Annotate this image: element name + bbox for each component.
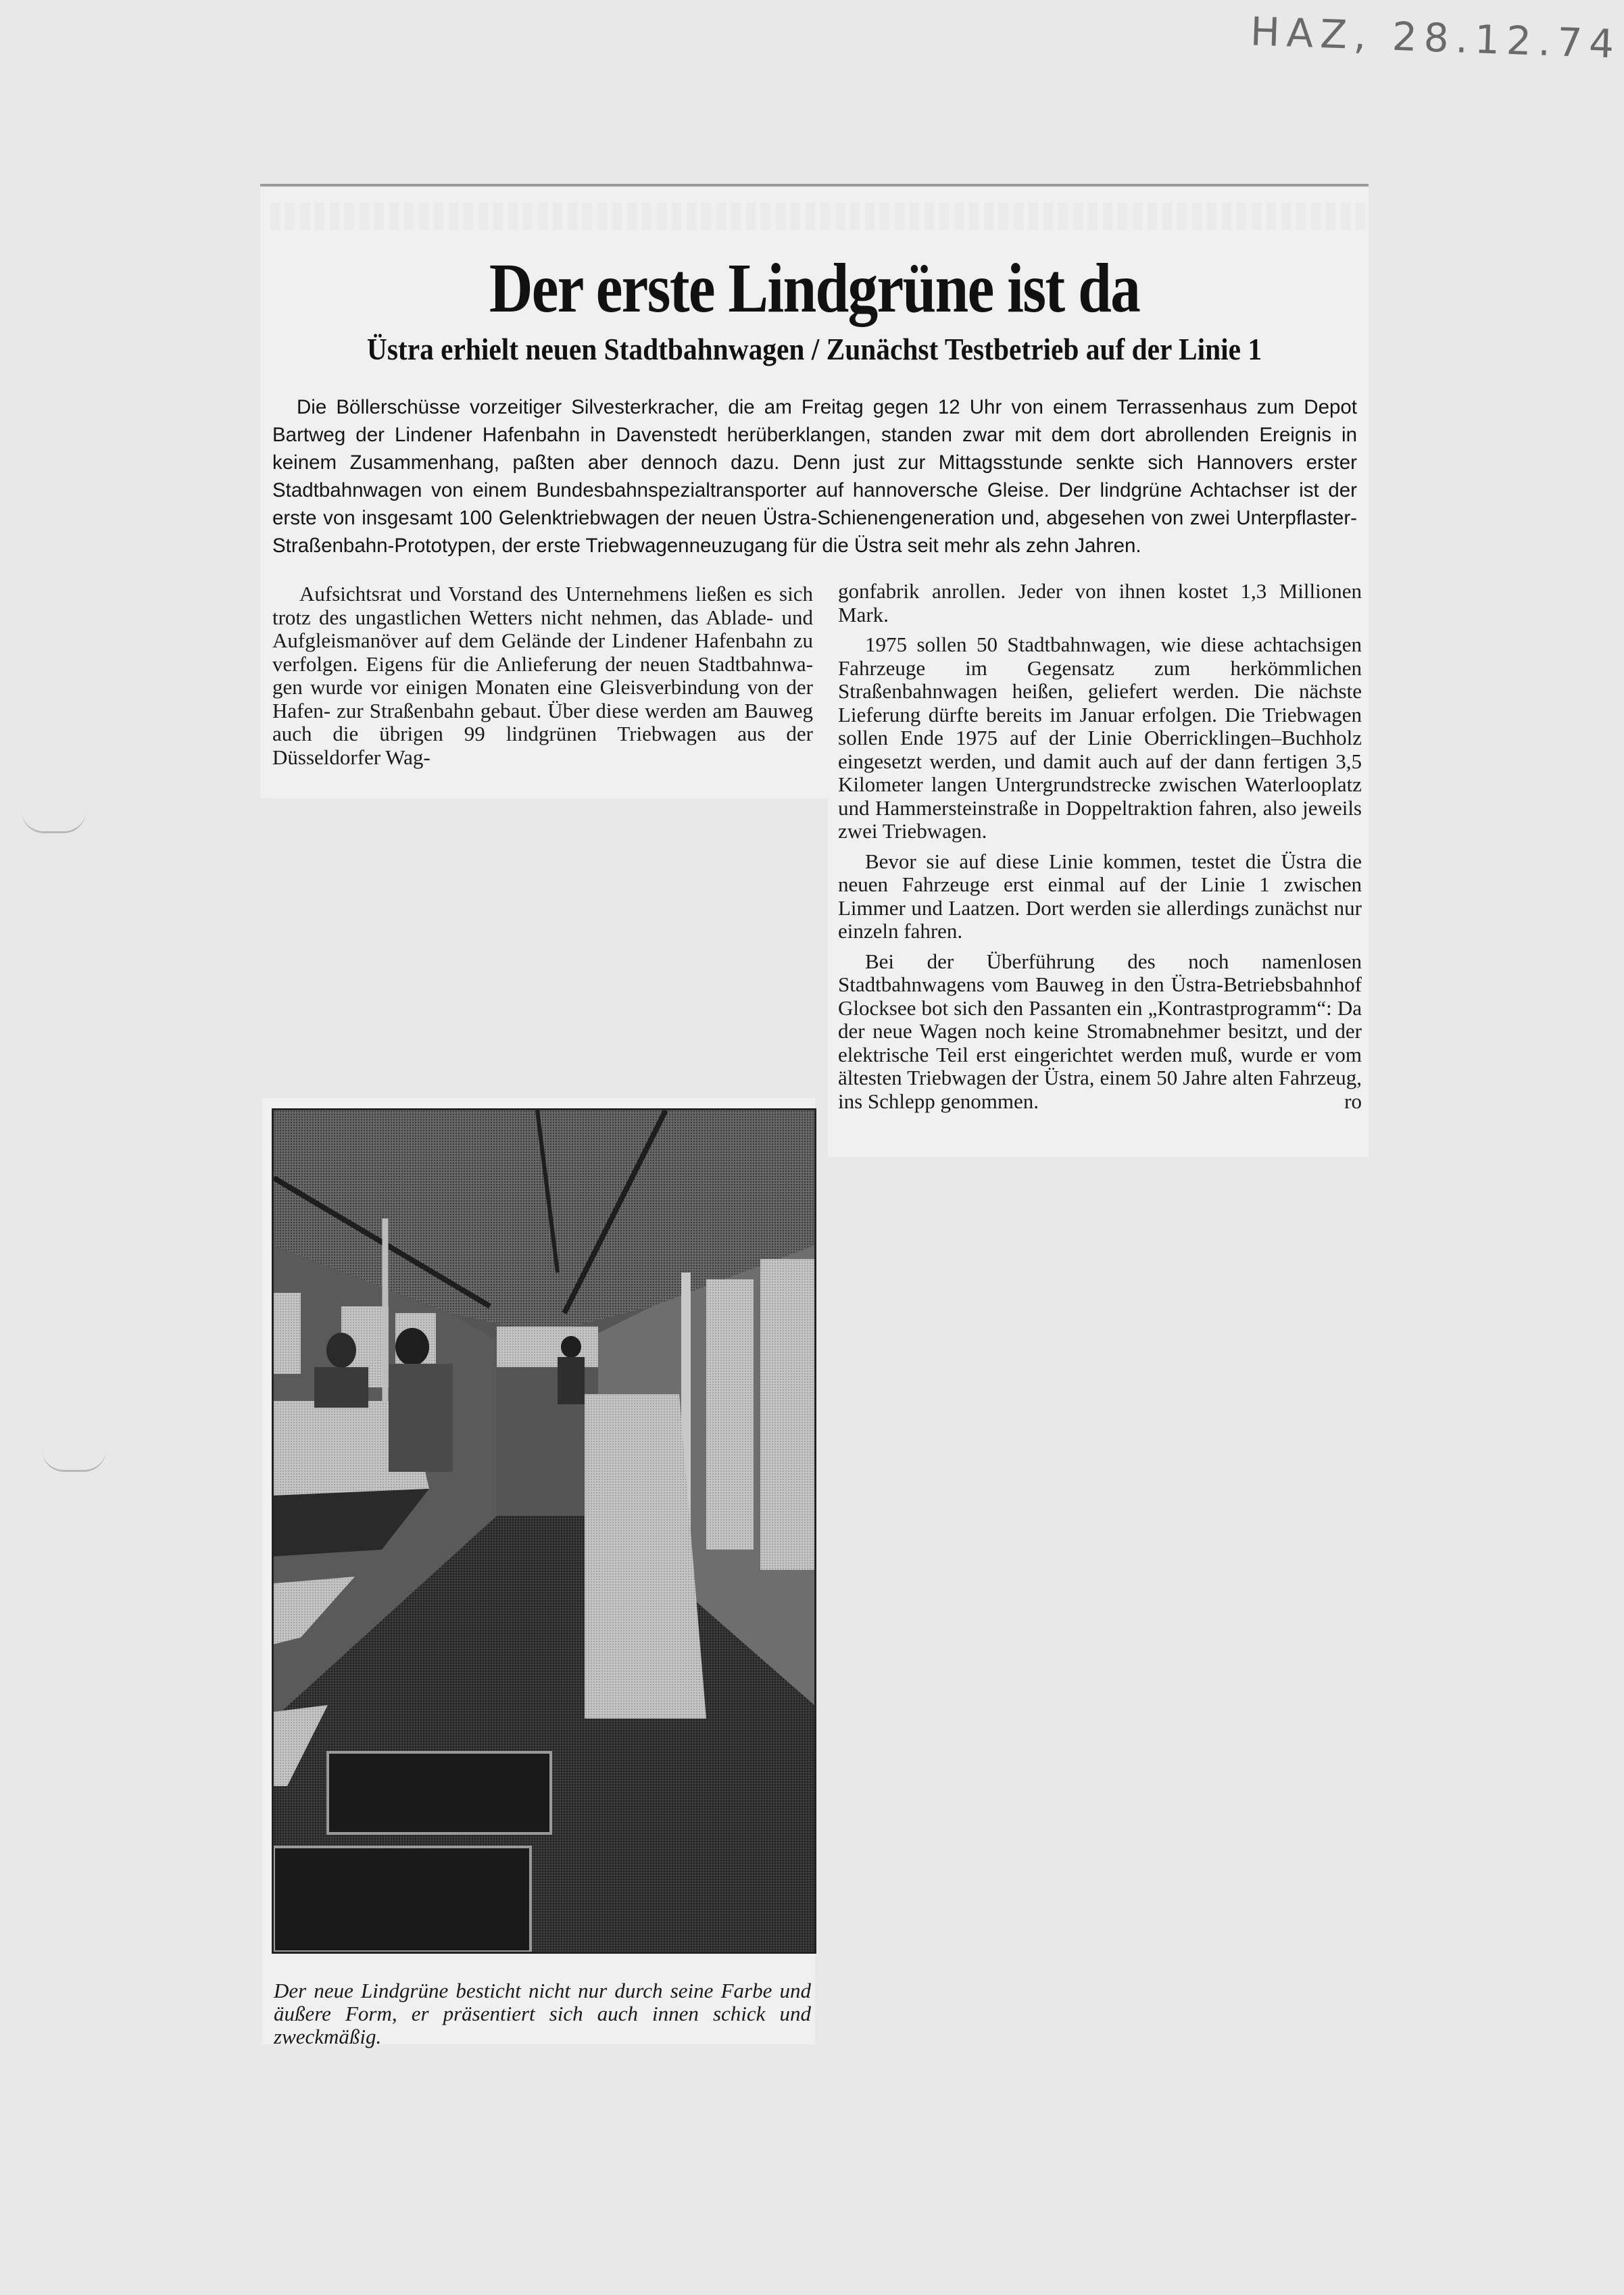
punch-hole-mark — [42, 1450, 106, 1472]
author-signoff: ro — [1344, 1089, 1362, 1113]
photo-caption: Der neue Lindgrüne besticht nicht nur durch seine Farbe und äußere Form, er präsentiert sich auch innen schick und zweckmäßig. — [274, 1979, 811, 2048]
tram-interior-illustration — [274, 1110, 814, 1952]
tram-interior-photo — [272, 1108, 816, 1954]
article-paragraph: Bevor sie auf diese Linie kommen, testet die Üstra die neuen Fahrzeuge erst einmal auf der Linie 1 zwischen Limmer und Laatzen. Dort werden sie allerdings zunächst nur einzeln fahren. — [838, 849, 1362, 943]
article-headline: Der erste Lindgrüne ist da — [489, 249, 1140, 327]
article-paragraph: gonfabrik anrollen. Jeder von ihnen kostet 1,3 Millionen Mark. — [838, 579, 1362, 626]
article-right-column — [838, 580, 1362, 1120]
article-lead-paragraph: Die Böllerschüsse vorzeitiger Silvesterkracher, die am Freitag gegen 12 Uhr von einem Terrassenhaus zum Depot Bartweg der Lindener Hafenbahn in Davenstedt herüberklangen, standen zwar mit dem dort abrollenden Ereignis in keinem Zusammenhang, paßten aber dennoch dazu. Denn just zur Mittagsstunde senkte sich Hannovers erster Stadtbahnwagen von einem Bundesbahnspezialtransporter auf hannoversche Gleise. Der lindgrüne Achtachser ist der erste von insgesamt 100 Gelenktriebwagen der neuen Üstra-Schienengeneration und, abgesehen von zwei Unterpflaster-Straßenbahn-Prototypen, der erste Triebwagenneuzugang für die Üstra seit mehr als zehn Jahren. — [272, 395, 1357, 557]
article-paragraph-text: Bei der Überführung des noch namenlosen Stadtbahnwagens vom Bauweg in den Üstra-Betriebsbahnhof Glocksee bot sich den Passanten ein „Kontrastprogramm“: Da der neue Wagen noch keine Stromabnehmer besitzt, und der elektrische Teil erst eingerichtet werden muß, wurde er vom ältesten Triebwagen der Üstra, einem 50 Jahre alten Fahrzeug, ins Schlepp genommen. — [838, 949, 1362, 1113]
punch-hole-mark — [22, 811, 86, 833]
article-paragraph: Aufsichtsrat und Vorstand des Unternehmens ließen es sich trotz des ungastlichen Wetters nicht nehmen, das Ablade- und Aufgleismanöver auf dem Gelände der Lindener Hafenbahn zu verfolgen. Eigens für die Anlieferung der neuen Stadtbahnwagen wurde vor einigen Monaten eine Gleisverbindung von der Hafen- zur Straßenbahn gebaut. Über diese werden am Bauweg auch die übrigen 99 lindgrünen Triebwagen aus der Düsseldorfer Wag- — [272, 582, 813, 769]
bleed-through-texture — [270, 203, 1365, 230]
handwritten-archive-note: HAZ, 28.12.74 — [1249, 8, 1622, 68]
article-paragraph: 1975 sollen 50 Stadtbahnwagen, wie diese achtachsigen Fahrzeuge im Gegensatz zum herkömmlichen Straßenbahnwagen heißen, geliefert werden. Die nächste Lieferung dürfte bereits im Januar erfolgen. Die Triebwagen sollen Ende 1975 auf der Linie Oberricklingen–Buchholz eingesetzt werden, und damit auch auf der dann fertigen 3,5 Kilometer langen Untergrundstrecke zwischen Waterlooplatz und Hammersteinstraße in Doppeltraktion fahren, also jeweils zwei Triebwagen. — [838, 633, 1362, 843]
article-left-column — [272, 583, 813, 776]
article-paragraph — [838, 950, 1362, 1114]
article-subheadline: Üstra erhielt neuen Stadtbahnwagen / Zunächst Testbetrieb auf der Linie 1 — [366, 332, 1262, 367]
